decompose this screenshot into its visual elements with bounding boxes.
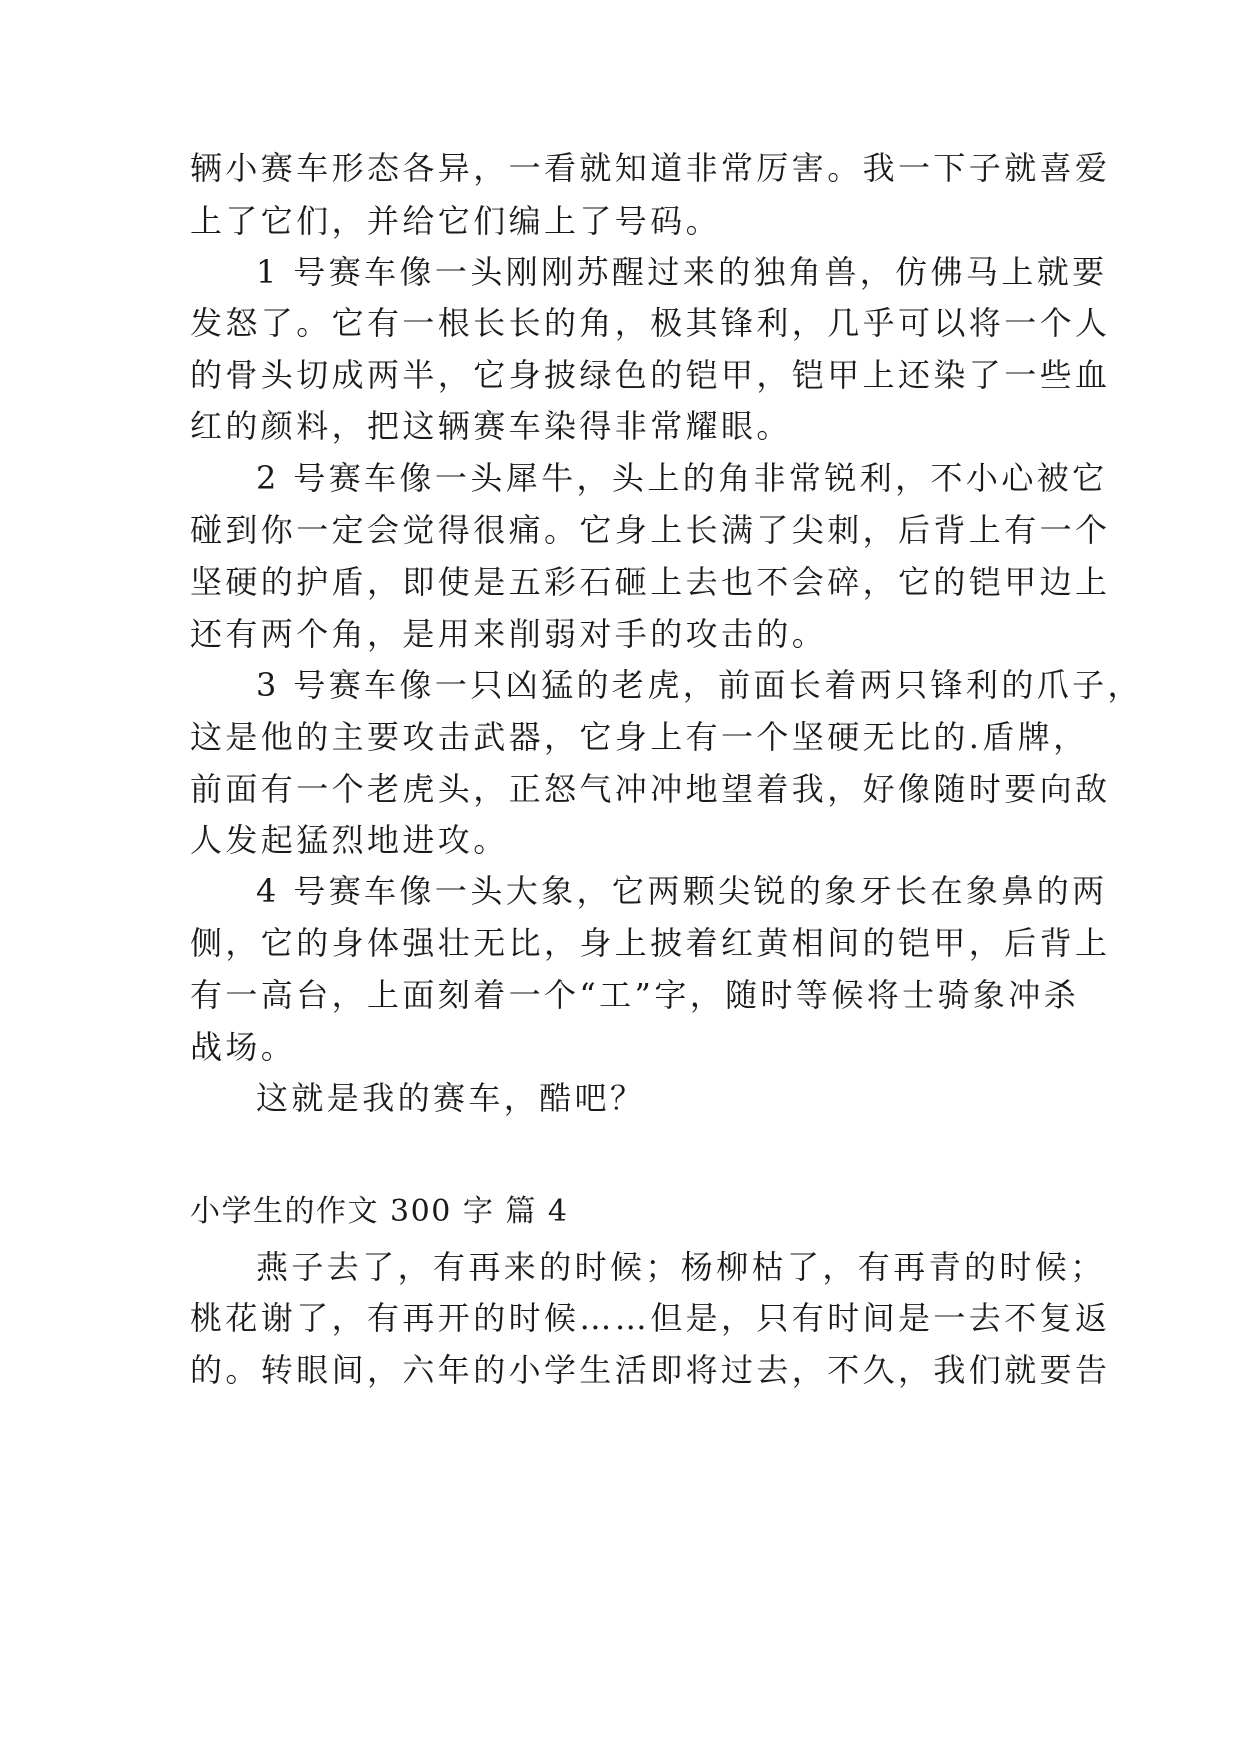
text-line: 桃花谢了，有再开的时候……但是，只有时间是一去不复返 xyxy=(190,1299,1111,1337)
text-line: 2 号赛车像一头犀牛，头上的角非常锐利，不小心被它 xyxy=(256,459,1108,497)
text-line: 的骨头切成两半，它身披绿色的铠甲，铠甲上还染了一些血 xyxy=(190,356,1111,394)
text-line: 上了它们，并给它们编上了号码。 xyxy=(190,202,722,240)
section-heading: 小学生的作文 300 字 篇 4 xyxy=(190,1194,569,1229)
text-line: 还有两个角，是用来削弱对手的攻击的。 xyxy=(190,615,828,653)
text-line: 辆小赛车形态各异，一看就知道非常厉害。我一下子就喜爱 xyxy=(190,149,1111,187)
text-line: 3 号赛车像一只凶猛的老虎，前面长着两只锋利的爪子， xyxy=(256,666,1143,704)
text-line: 战场。 xyxy=(190,1028,297,1066)
text-line: 这就是我的赛车，酷吧？ xyxy=(256,1079,646,1117)
text-line: 前面有一个老虎头，正怒气冲冲地望着我，好像随时要向敌 xyxy=(190,770,1111,808)
text-line: 燕子去了，有再来的时候；杨柳枯了，有再青的时候； xyxy=(256,1248,1106,1286)
text-line: 碰到你一定会觉得很痛。它身上长满了尖刺，后背上有一个 xyxy=(190,511,1111,549)
text-line: 红的颜料，把这辆赛车染得非常耀眼。 xyxy=(190,407,792,445)
text-line: 人发起猛烈地进攻。 xyxy=(190,821,509,859)
text-line: 1 号赛车像一头刚刚苏醒过来的独角兽，仿佛马上就要 xyxy=(256,253,1108,291)
text-line: 侧，它的身体强壮无比，身上披着红黄相间的铠甲，后背上 xyxy=(190,924,1111,962)
text-line: 有一高台，上面刻着一个“工”字，随时等候将士骑象冲杀 xyxy=(190,976,1080,1014)
text-line: 这是他的主要攻击武器，它身上有一个坚硬无比的.盾牌， xyxy=(190,718,1089,756)
text-line: 的。转眼间，六年的小学生活即将过去，不久，我们就要告 xyxy=(190,1351,1111,1389)
text-line: 坚硬的护盾，即使是五彩石砸上去也不会碎，它的铠甲边上 xyxy=(190,563,1111,601)
text-line: 发怒了。它有一根长长的角，极其锋利，几乎可以将一个人 xyxy=(190,304,1111,342)
text-line: 4 号赛车像一头大象，它两颗尖锐的象牙长在象鼻的两 xyxy=(256,872,1108,910)
